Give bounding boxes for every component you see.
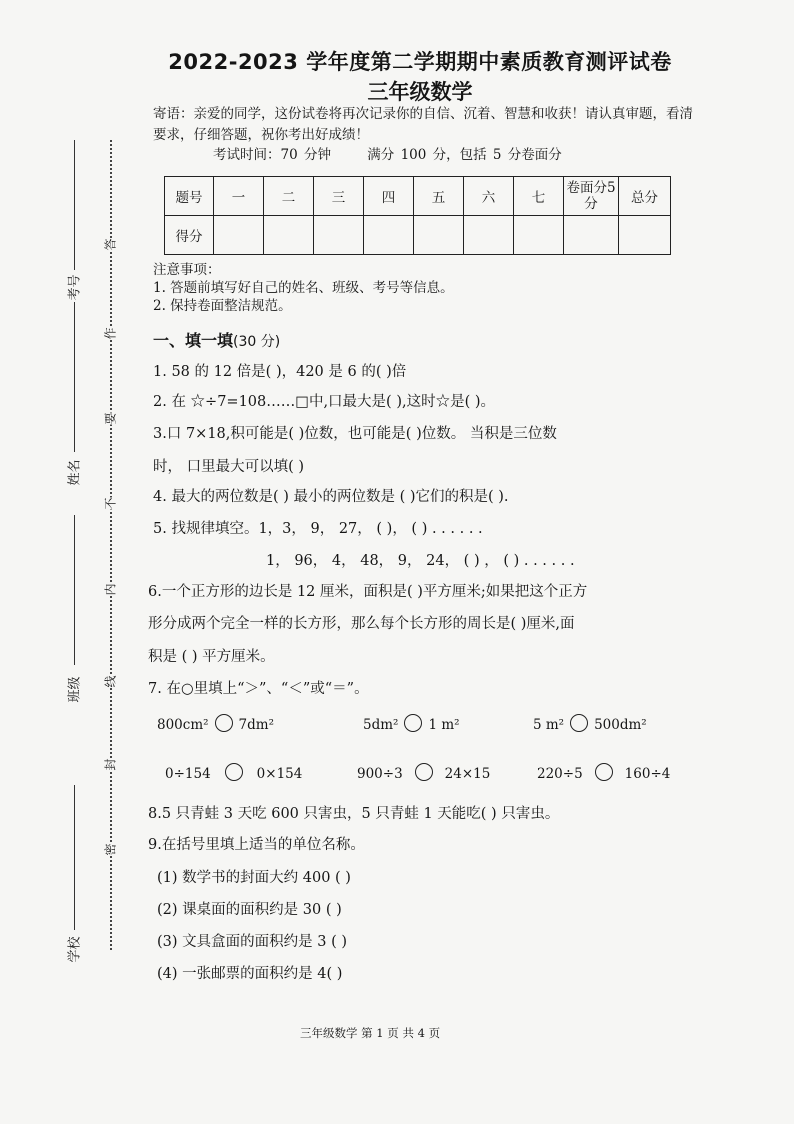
section-title bbox=[153, 328, 280, 351]
question-9-item: (2) 课桌面的面积约是 30 ( ) bbox=[157, 902, 342, 918]
compare-circle[interactable] bbox=[404, 714, 422, 732]
compare-circle[interactable] bbox=[225, 763, 243, 781]
question-9-item: (1) 数学书的封面大约 400 ( ) bbox=[157, 870, 351, 886]
question-7: 7. 在○里填上“＞”、“＜”或“＝”。 bbox=[148, 681, 369, 697]
seal-dotted-line bbox=[110, 140, 112, 950]
col-5: 五 bbox=[414, 177, 464, 216]
section-points: (30 分) bbox=[233, 334, 281, 350]
seal-char: 作 bbox=[99, 327, 122, 339]
question-9-item: (3) 文具盒面的面积约是 3 ( ) bbox=[157, 934, 348, 950]
score-cell[interactable] bbox=[464, 216, 514, 255]
question-8: 8.5 只青蛙 3 天吃 600 只害虫，5 只青蛙 1 天能吃( ) 只害虫。 bbox=[148, 806, 560, 822]
compare-circle[interactable] bbox=[570, 714, 588, 732]
compare-circle[interactable] bbox=[415, 763, 433, 781]
table-header-label: 题号 bbox=[165, 177, 214, 216]
exam-subtitle: 三年级数学 bbox=[367, 80, 473, 104]
exam-title: 2022-2023 学年度第二学期期中素质教育测评试卷 bbox=[168, 50, 672, 74]
score-cell[interactable] bbox=[364, 216, 414, 255]
score-table bbox=[164, 176, 671, 255]
compare-item bbox=[537, 763, 670, 782]
col-2: 二 bbox=[264, 177, 314, 216]
note-item: 1. 答题前填写好自己的姓名、班级、考号等信息。 bbox=[153, 280, 454, 296]
compare-left: 5 m² bbox=[533, 717, 565, 733]
compare-right: 500dm² bbox=[594, 717, 647, 733]
compare-left: 0÷154 bbox=[165, 766, 211, 782]
question-5-line1: 5. 找规律填空。1，3， 9， 27， ( )， ( ) . . . . . . bbox=[153, 521, 483, 537]
compare-item bbox=[157, 714, 274, 733]
name-field[interactable] bbox=[74, 302, 75, 452]
seal-char: 要 bbox=[99, 412, 122, 424]
question-9-item: (4) 一张邮票的面积约是 4( ) bbox=[157, 966, 343, 982]
compare-right: 0×154 bbox=[256, 766, 303, 782]
score-table-score-row bbox=[165, 216, 671, 255]
col-3: 三 bbox=[314, 177, 364, 216]
question-6-line2: 形分成两个完全一样的长方形，那么每个长方形的周长是( )厘米,面 bbox=[148, 616, 575, 632]
compare-right: 24×15 bbox=[444, 766, 491, 782]
exam-number-field[interactable] bbox=[74, 140, 75, 270]
seal-char: 线 bbox=[99, 675, 122, 687]
seal-char: 封 bbox=[99, 758, 122, 770]
seal-char: 密 bbox=[99, 843, 122, 855]
score-cell[interactable] bbox=[314, 216, 364, 255]
question-6-line1: 6.一个正方形的边长是 12 厘米，面积是( )平方厘米;如果把这个正方 bbox=[148, 584, 588, 600]
col-1: 一 bbox=[214, 177, 264, 216]
class-field[interactable] bbox=[74, 515, 75, 665]
intro-message: 寄语：亲爱的同学，这份试卷将再次记录你的自信、沉着、智慧和收获！请认真审题，看清要求，仔细答题，祝你考出好成绩！ bbox=[153, 106, 693, 143]
compare-left: 220÷5 bbox=[537, 766, 583, 782]
col-total: 总分 bbox=[619, 177, 671, 216]
col-7: 七 bbox=[514, 177, 564, 216]
question-3-line1: 3.口 7×18,积可能是( )位数，也可能是( )位数。 当积是三位数 bbox=[153, 426, 557, 442]
compare-right: 160÷4 bbox=[624, 766, 671, 782]
col-4: 四 bbox=[364, 177, 414, 216]
score-cell[interactable] bbox=[564, 216, 619, 255]
exam-number-label: 考号 bbox=[67, 274, 83, 301]
col-neatness: 卷面分5分 bbox=[564, 177, 619, 216]
seal-char: 不 bbox=[99, 497, 122, 509]
compare-circle[interactable] bbox=[595, 763, 613, 781]
school-field[interactable] bbox=[74, 785, 75, 930]
question-6-line3: 积是 ( ) 平方厘米。 bbox=[148, 649, 275, 665]
compare-circle[interactable] bbox=[215, 714, 233, 732]
score-row-label: 得分 bbox=[165, 216, 214, 255]
seal-char: 内 bbox=[99, 583, 122, 595]
score-cell[interactable] bbox=[414, 216, 464, 255]
notes bbox=[153, 261, 454, 315]
notes-title: 注意事项： bbox=[153, 262, 221, 278]
section-name: 一、填一填 bbox=[153, 331, 234, 350]
exam-time: 考试时间：70 分钟 bbox=[213, 147, 331, 163]
score-cell[interactable] bbox=[514, 216, 564, 255]
compare-right: 1 m² bbox=[428, 717, 460, 733]
page-footer: 三年级数学 第 1 页 共 4 页 bbox=[300, 1026, 441, 1040]
compare-item bbox=[165, 763, 302, 782]
score-table-header-row bbox=[165, 177, 671, 216]
question-3-line2: 时， 口里最大可以填( ) bbox=[153, 459, 305, 475]
compare-right: 7dm² bbox=[238, 717, 274, 733]
question-5-line2: 1， 96， 4， 48， 9， 24， ( ) ， ( ) . . . . . . bbox=[266, 553, 575, 569]
compare-left: 900÷3 bbox=[357, 766, 403, 782]
class-label: 班级 bbox=[67, 676, 83, 703]
col-6: 六 bbox=[464, 177, 514, 216]
compare-item bbox=[357, 763, 490, 782]
question-2: 2. 在 ☆÷7=108……□中,口最大是( ),这时☆是( )。 bbox=[153, 394, 496, 410]
school-label: 学校 bbox=[67, 936, 83, 963]
question-9: 9.在括号里填上适当的单位名称。 bbox=[148, 837, 365, 853]
seal-char: 答 bbox=[99, 238, 122, 250]
score-cell[interactable] bbox=[214, 216, 264, 255]
name-label: 姓名 bbox=[67, 459, 83, 486]
score-cell[interactable] bbox=[264, 216, 314, 255]
score-cell[interactable] bbox=[619, 216, 671, 255]
compare-item bbox=[363, 714, 460, 733]
exam-info bbox=[213, 143, 592, 163]
question-4: 4. 最大的两位数是( ) 最小的两位数是 ( )它们的积是( ). bbox=[153, 489, 509, 505]
question-1: 1. 58 的 12 倍是( )，420 是 6 的( )倍 bbox=[153, 364, 407, 380]
full-score: 满分 100 分，包括 5 分卷面分 bbox=[367, 147, 562, 163]
note-item: 2. 保持卷面整洁规范。 bbox=[153, 298, 292, 314]
compare-left: 5dm² bbox=[363, 717, 399, 733]
compare-left: 800cm² bbox=[157, 717, 209, 733]
compare-item bbox=[533, 714, 647, 733]
